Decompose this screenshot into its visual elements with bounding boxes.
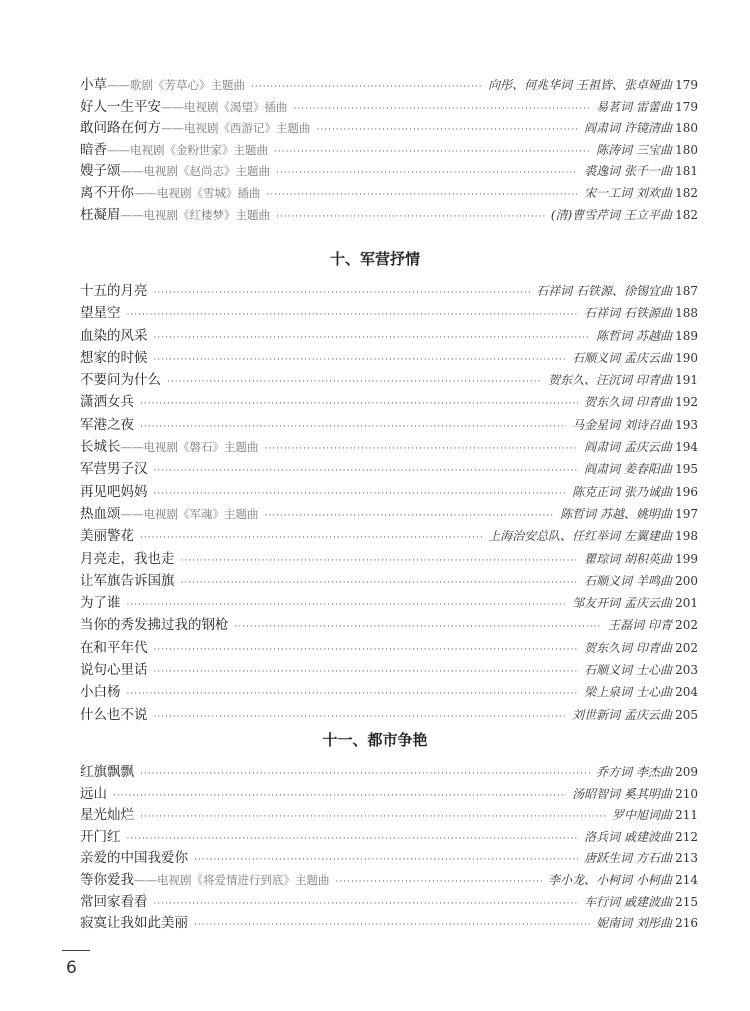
entry-title: 小白杨 xyxy=(80,684,121,701)
toc-section-military xyxy=(80,279,698,723)
entry-credits: 乔方词 李杰曲 xyxy=(596,765,672,779)
entry-credits: 梁上泉词 士心曲 xyxy=(584,685,672,700)
toc-entry[interactable] xyxy=(80,890,698,912)
toc-entry[interactable] xyxy=(80,569,698,591)
entry-page-number: 198 xyxy=(675,529,698,544)
entry-title: 亲爱的中国我爱你 xyxy=(80,850,188,867)
toc-entry[interactable] xyxy=(80,591,698,613)
entry-page-number: 202 xyxy=(675,640,698,655)
toc-entry[interactable] xyxy=(80,95,698,117)
toc-entry[interactable] xyxy=(80,502,698,524)
entry-title: 长城长 xyxy=(80,439,121,456)
toc-entry[interactable] xyxy=(80,782,698,804)
entry-credits: 刘世新词 孟庆云曲 xyxy=(572,707,672,722)
entry-subtitle: ——电视剧《红楼梦》主题曲 xyxy=(120,207,270,222)
entry-credits: 贺东久词 印青曲 xyxy=(584,395,672,410)
entry-title: 血染的风采 xyxy=(80,327,148,344)
entry-subtitle: ——电视剧《雪城》插曲 xyxy=(134,185,261,200)
dot-leader xyxy=(154,712,567,722)
dot-leader xyxy=(251,82,482,92)
entry-title: 月亮走，我也走 xyxy=(80,550,175,567)
toc-entry[interactable] xyxy=(80,457,698,479)
entry-page-number: 180 xyxy=(675,142,698,157)
entry-credits: 易茗词 雷蕾曲 xyxy=(596,99,672,114)
toc-entry[interactable] xyxy=(80,613,698,635)
toc-entry[interactable] xyxy=(80,138,698,160)
entry-page-number: 199 xyxy=(675,551,698,566)
toc-entry[interactable] xyxy=(80,116,698,138)
toc-entry[interactable] xyxy=(80,825,698,847)
dot-leader xyxy=(140,422,566,432)
entry-page-number: 188 xyxy=(675,306,698,321)
entry-credits: 邹友开词 孟庆云曲 xyxy=(572,596,672,611)
entry-credits: (清)曹雪芹词 王立平曲 xyxy=(550,207,672,222)
entry-title: 离不开你 xyxy=(80,184,134,201)
dot-leader xyxy=(127,689,579,699)
entry-page-number: 192 xyxy=(675,395,698,410)
dot-leader xyxy=(276,168,578,178)
entry-page-number: 212 xyxy=(675,829,698,844)
entry-page-number: 194 xyxy=(675,440,698,455)
entry-credits: 石顺义词 孟庆云曲 xyxy=(572,350,672,365)
entry-subtitle: ——电视剧《赵尚志》主题曲 xyxy=(120,164,270,179)
entry-page-number: 215 xyxy=(675,894,698,909)
entry-subtitle: ——电视剧《渴望》插曲 xyxy=(161,99,288,114)
entry-subtitle: ——电视剧《磐石》主题曲 xyxy=(120,440,259,455)
entry-credits: 李小龙、小柯词 小柯曲 xyxy=(548,872,672,887)
entry-credits: 唐跃生词 方石曲 xyxy=(584,851,672,866)
entry-title: 红旗飘飘 xyxy=(80,764,134,780)
entry-page-number: 179 xyxy=(675,99,698,114)
entry-title: 暗香 xyxy=(80,141,107,158)
toc-entry[interactable] xyxy=(80,279,698,301)
toc-entry[interactable] xyxy=(80,480,698,502)
entry-credits: 阎肃词 许镜清曲 xyxy=(584,121,672,136)
entry-title: 热血颂 xyxy=(80,505,121,522)
dot-leader xyxy=(127,310,579,320)
entry-subtitle: ——电视剧《将爱情进行到底》主题曲 xyxy=(134,872,330,887)
entry-page-number: 209 xyxy=(675,765,698,779)
entry-title: 嫂子颂 xyxy=(80,163,121,180)
dot-leader xyxy=(140,812,606,822)
toc-entry[interactable] xyxy=(80,547,698,569)
entry-credits: 向彤、何兆华词 王祖皆、张卓娅曲 xyxy=(488,78,672,92)
entry-page-number: 203 xyxy=(675,663,698,678)
dot-leader xyxy=(113,791,566,801)
toc-entry[interactable] xyxy=(80,159,698,181)
entry-page-number: 197 xyxy=(675,506,698,521)
entry-title: 开门红 xyxy=(80,828,121,845)
entry-credits: 陈哲词 苏越曲 xyxy=(596,328,672,343)
entry-title: 让军旗告诉国旗 xyxy=(80,572,175,589)
dot-leader xyxy=(140,533,482,543)
toc-section-continued xyxy=(80,73,698,224)
entry-credits: 阎肃词 孟庆云曲 xyxy=(584,440,672,455)
dot-leader xyxy=(154,288,531,298)
entry-credits: 贺东久、汪沉词 印青曲 xyxy=(548,373,672,388)
toc-entry[interactable] xyxy=(80,803,698,825)
entry-page-number: 202 xyxy=(675,618,698,633)
toc-entry[interactable] xyxy=(80,658,698,680)
toc-entry[interactable] xyxy=(80,435,698,457)
entry-credits: 裘逸词 张千一曲 xyxy=(584,164,672,179)
dot-leader xyxy=(181,578,579,588)
dot-leader xyxy=(181,556,579,566)
entry-title: 望星空 xyxy=(80,305,121,322)
dot-leader xyxy=(276,212,545,222)
entry-title: 枉凝眉 xyxy=(80,206,121,223)
entry-subtitle: ——歌剧《芳草心》主题曲 xyxy=(107,78,245,92)
section-heading-urban: 十一、都市争艳 xyxy=(322,731,428,749)
entry-subtitle: ——电视剧《西游记》主题曲 xyxy=(161,121,311,136)
entry-title: 星光灿烂 xyxy=(80,807,134,824)
entry-subtitle: ——电视剧《金粉世家》主题曲 xyxy=(107,142,268,157)
dot-leader xyxy=(194,855,578,865)
entry-page-number: 210 xyxy=(675,786,698,801)
toc-entry[interactable] xyxy=(80,346,698,368)
entry-page-number: 180 xyxy=(675,121,698,136)
entry-page-number: 189 xyxy=(675,328,698,343)
toc-entry[interactable] xyxy=(80,390,698,412)
dot-leader xyxy=(265,511,555,521)
entry-credits: 妮南词 刘彤曲 xyxy=(596,916,672,931)
footer-rule xyxy=(62,950,90,951)
toc-entry[interactable] xyxy=(80,868,698,890)
entry-title: 军营男子汉 xyxy=(80,461,148,478)
entry-page-number: 200 xyxy=(675,573,698,588)
section-heading-military: 十、军营抒情 xyxy=(329,250,420,268)
entry-credits: 上海治安总队、任红举词 左翼建曲 xyxy=(488,529,672,544)
entry-credits: 车行词 戚建波曲 xyxy=(584,894,672,909)
dot-leader xyxy=(235,622,603,632)
entry-credits: 阎肃词 姜春阳曲 xyxy=(584,462,672,477)
entry-credits: 瞿琮词 胡积英曲 xyxy=(584,551,672,566)
toc-entry[interactable] xyxy=(80,703,698,725)
entry-title: 寂寞让我如此美丽 xyxy=(80,915,188,932)
entry-title: 不要问为什么 xyxy=(80,372,161,389)
entry-page-number: 216 xyxy=(675,916,698,931)
entry-title: 等你爱我 xyxy=(80,871,134,888)
entry-page-number: 193 xyxy=(675,417,698,432)
dot-leader xyxy=(127,600,567,610)
dot-leader xyxy=(167,377,542,387)
entry-title: 远山 xyxy=(80,785,107,802)
dot-leader xyxy=(127,834,579,844)
entry-page-number: 201 xyxy=(675,596,698,611)
entry-title: 十五的月亮 xyxy=(80,283,148,299)
entry-title: 在和平年代 xyxy=(80,639,148,656)
entry-credits: 陈克正词 张乃诚曲 xyxy=(572,484,672,499)
entry-credits: 洛兵词 戚建波曲 xyxy=(584,829,672,844)
toc-entry[interactable] xyxy=(80,636,698,658)
entry-title: 为了谁 xyxy=(80,595,121,612)
toc-entry[interactable] xyxy=(80,301,698,323)
dot-leader xyxy=(274,147,590,157)
toc-entry[interactable] xyxy=(80,181,698,203)
entry-page-number: 204 xyxy=(675,685,698,700)
entry-credits: 石祥词 石铁源、徐锡宜曲 xyxy=(536,284,672,298)
entry-credits: 宋一工词 刘欢曲 xyxy=(584,185,672,200)
toc-entry[interactable] xyxy=(80,680,698,702)
dot-leader xyxy=(154,466,579,476)
entry-page-number: 205 xyxy=(675,707,698,722)
entry-page-number: 213 xyxy=(675,851,698,866)
dot-leader xyxy=(154,333,591,343)
dot-leader xyxy=(194,920,590,930)
toc-entry[interactable] xyxy=(80,324,698,346)
entry-credits: 陈涛词 三宝曲 xyxy=(596,142,672,157)
dot-leader xyxy=(140,399,578,409)
entry-page-number: 190 xyxy=(675,350,698,365)
entry-credits: 陈哲词 苏越、姚明曲 xyxy=(560,506,672,521)
entry-credits: 石祥词 石铁源曲 xyxy=(584,306,672,321)
toc-entry[interactable] xyxy=(80,911,698,933)
entry-page-number: 181 xyxy=(675,164,698,179)
entry-title: 再见吧妈妈 xyxy=(80,483,148,500)
entry-credits: 汤昭智词 奚其明曲 xyxy=(572,786,672,801)
entry-page-number: 179 xyxy=(675,78,698,92)
dot-leader xyxy=(154,489,567,499)
entry-credits: 石顺义词 羊鸣曲 xyxy=(584,573,672,588)
toc-entry[interactable] xyxy=(80,368,698,390)
entry-credits: 王磊词 印青 xyxy=(608,618,672,633)
dot-leader xyxy=(154,667,579,677)
entry-title: 小草 xyxy=(80,77,107,93)
entry-subtitle: ——电视剧《军魂》主题曲 xyxy=(120,506,259,521)
dot-leader xyxy=(140,769,590,779)
entry-page-number: 187 xyxy=(675,284,698,298)
toc-section-urban xyxy=(80,760,698,933)
entry-title: 想家的时候 xyxy=(80,349,148,366)
entry-page-number: 196 xyxy=(675,484,698,499)
entry-credits: 罗中旭词曲 xyxy=(611,808,672,823)
toc-entry[interactable] xyxy=(80,73,698,95)
dot-leader xyxy=(267,190,579,200)
entry-page-number: 182 xyxy=(675,185,698,200)
toc-entry[interactable] xyxy=(80,413,698,435)
dot-leader xyxy=(336,877,543,887)
entry-title: 什么也不说 xyxy=(80,706,148,723)
toc-entry[interactable] xyxy=(80,203,698,225)
entry-credits: 马金星词 刘诗召曲 xyxy=(572,417,672,432)
dot-leader xyxy=(265,444,579,454)
entry-title: 军港之夜 xyxy=(80,416,134,433)
toc-entry[interactable] xyxy=(80,524,698,546)
entry-page-number: 191 xyxy=(675,373,698,388)
page-number: 6 xyxy=(66,958,77,978)
entry-credits: 石顺义词 士心曲 xyxy=(584,663,672,678)
dot-leader xyxy=(154,645,579,655)
toc-entry[interactable] xyxy=(80,760,698,782)
entry-page-number: 182 xyxy=(675,207,698,222)
entry-title: 敢问路在何方 xyxy=(80,120,161,137)
entry-title: 潇洒女兵 xyxy=(80,394,134,411)
entry-title: 说句心里话 xyxy=(80,662,148,679)
entry-title: 当你的秀发拂过我的钢枪 xyxy=(80,617,229,634)
entry-title: 美丽警花 xyxy=(80,528,134,545)
dot-leader xyxy=(154,899,579,909)
entry-title: 好人一生平安 xyxy=(80,98,161,115)
toc-entry[interactable] xyxy=(80,846,698,868)
entry-credits: 贺东久词 印青曲 xyxy=(584,640,672,655)
dot-leader xyxy=(294,104,591,114)
entry-title: 常回家看看 xyxy=(80,893,148,910)
entry-page-number: 195 xyxy=(675,462,698,477)
entry-page-number: 214 xyxy=(675,872,698,887)
entry-page-number: 211 xyxy=(675,808,698,823)
dot-leader xyxy=(317,125,579,135)
dot-leader xyxy=(154,355,567,365)
